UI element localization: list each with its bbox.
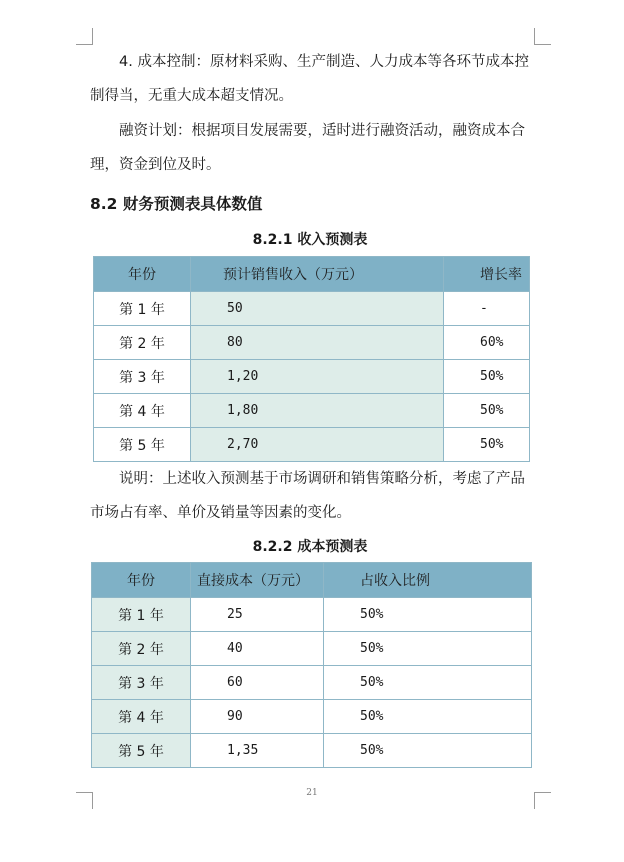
year-cell: 第 1 年 [92, 598, 191, 632]
table-header-row [92, 563, 532, 598]
table-row [94, 326, 530, 360]
year-cell: 第 2 年 [94, 326, 191, 360]
table-row [92, 666, 532, 700]
year-cell: 第 2 年 [92, 632, 191, 666]
table-row [92, 734, 532, 768]
table-row [92, 632, 532, 666]
revenue-note-text: 说明：上述收入预测基于市场调研和销售策略分析，考虑了产品市场占有率、单价及销量等因素的变化。 [90, 471, 525, 521]
column-header-year: 年份 [94, 257, 191, 292]
column-header-direct-cost: 直接成本（万元） [191, 563, 324, 598]
column-header-revenue: 预计销售收入（万元） [191, 257, 444, 292]
cost-control-text: 4. 成本控制：原材料采购、生产制造、人力成本等各环节成本控制得当，无重大成本超支情况。 [90, 54, 529, 104]
direct-cost-cell: 1,35 [191, 734, 324, 768]
table-row [94, 394, 530, 428]
column-header-year: 年份 [92, 563, 191, 598]
table-header-row [94, 257, 530, 292]
table-row [92, 598, 532, 632]
table-row [92, 700, 532, 734]
cost-ratio-cell: 50% [324, 700, 532, 734]
year-cell: 第 5 年 [92, 734, 191, 768]
financing-plan-text: 融资计划：根据项目发展需要，适时进行融资活动，融资成本合理，资金到位及时。 [90, 123, 525, 173]
year-cell: 第 3 年 [92, 666, 191, 700]
direct-cost-cell: 90 [191, 700, 324, 734]
direct-cost-cell: 40 [191, 632, 324, 666]
crop-mark-top-right [534, 28, 551, 45]
direct-cost-cell: 25 [191, 598, 324, 632]
financing-plan-paragraph [90, 114, 538, 182]
revenue-cell: 1,20 [191, 360, 444, 394]
revenue-cell: 50 [191, 292, 444, 326]
table-row [94, 428, 530, 462]
revenue-table-caption: 8.2.1 收入预测表 [252, 232, 368, 248]
table-row [94, 360, 530, 394]
growth-cell: - [444, 292, 530, 326]
revenue-note-paragraph [90, 462, 538, 530]
year-cell: 第 3 年 [94, 360, 191, 394]
revenue-cell: 1,80 [191, 394, 444, 428]
cost-ratio-cell: 50% [324, 598, 532, 632]
cost-ratio-cell: 50% [324, 734, 532, 768]
column-header-cost-ratio: 占收入比例 [324, 563, 532, 598]
growth-cell: 50% [444, 360, 530, 394]
cost-ratio-cell: 50% [324, 632, 532, 666]
column-header-growth: 增长率 [444, 257, 530, 292]
crop-mark-top-left [76, 28, 93, 45]
table-row [94, 292, 530, 326]
cost-control-paragraph [90, 45, 538, 113]
page-number: 21 [306, 788, 318, 798]
year-cell: 第 5 年 [94, 428, 191, 462]
section-heading: 8.2 财务预测表具体数值 [90, 195, 263, 213]
cost-ratio-cell: 50% [324, 666, 532, 700]
year-cell: 第 4 年 [94, 394, 191, 428]
year-cell: 第 1 年 [94, 292, 191, 326]
cost-table-caption: 8.2.2 成本预测表 [252, 539, 368, 555]
revenue-cell: 80 [191, 326, 444, 360]
year-cell: 第 4 年 [92, 700, 191, 734]
growth-cell: 50% [444, 428, 530, 462]
direct-cost-cell: 60 [191, 666, 324, 700]
revenue-cell: 2,70 [191, 428, 444, 462]
growth-cell: 50% [444, 394, 530, 428]
cost-table [91, 562, 532, 768]
revenue-table [93, 256, 530, 462]
growth-cell: 60% [444, 326, 530, 360]
